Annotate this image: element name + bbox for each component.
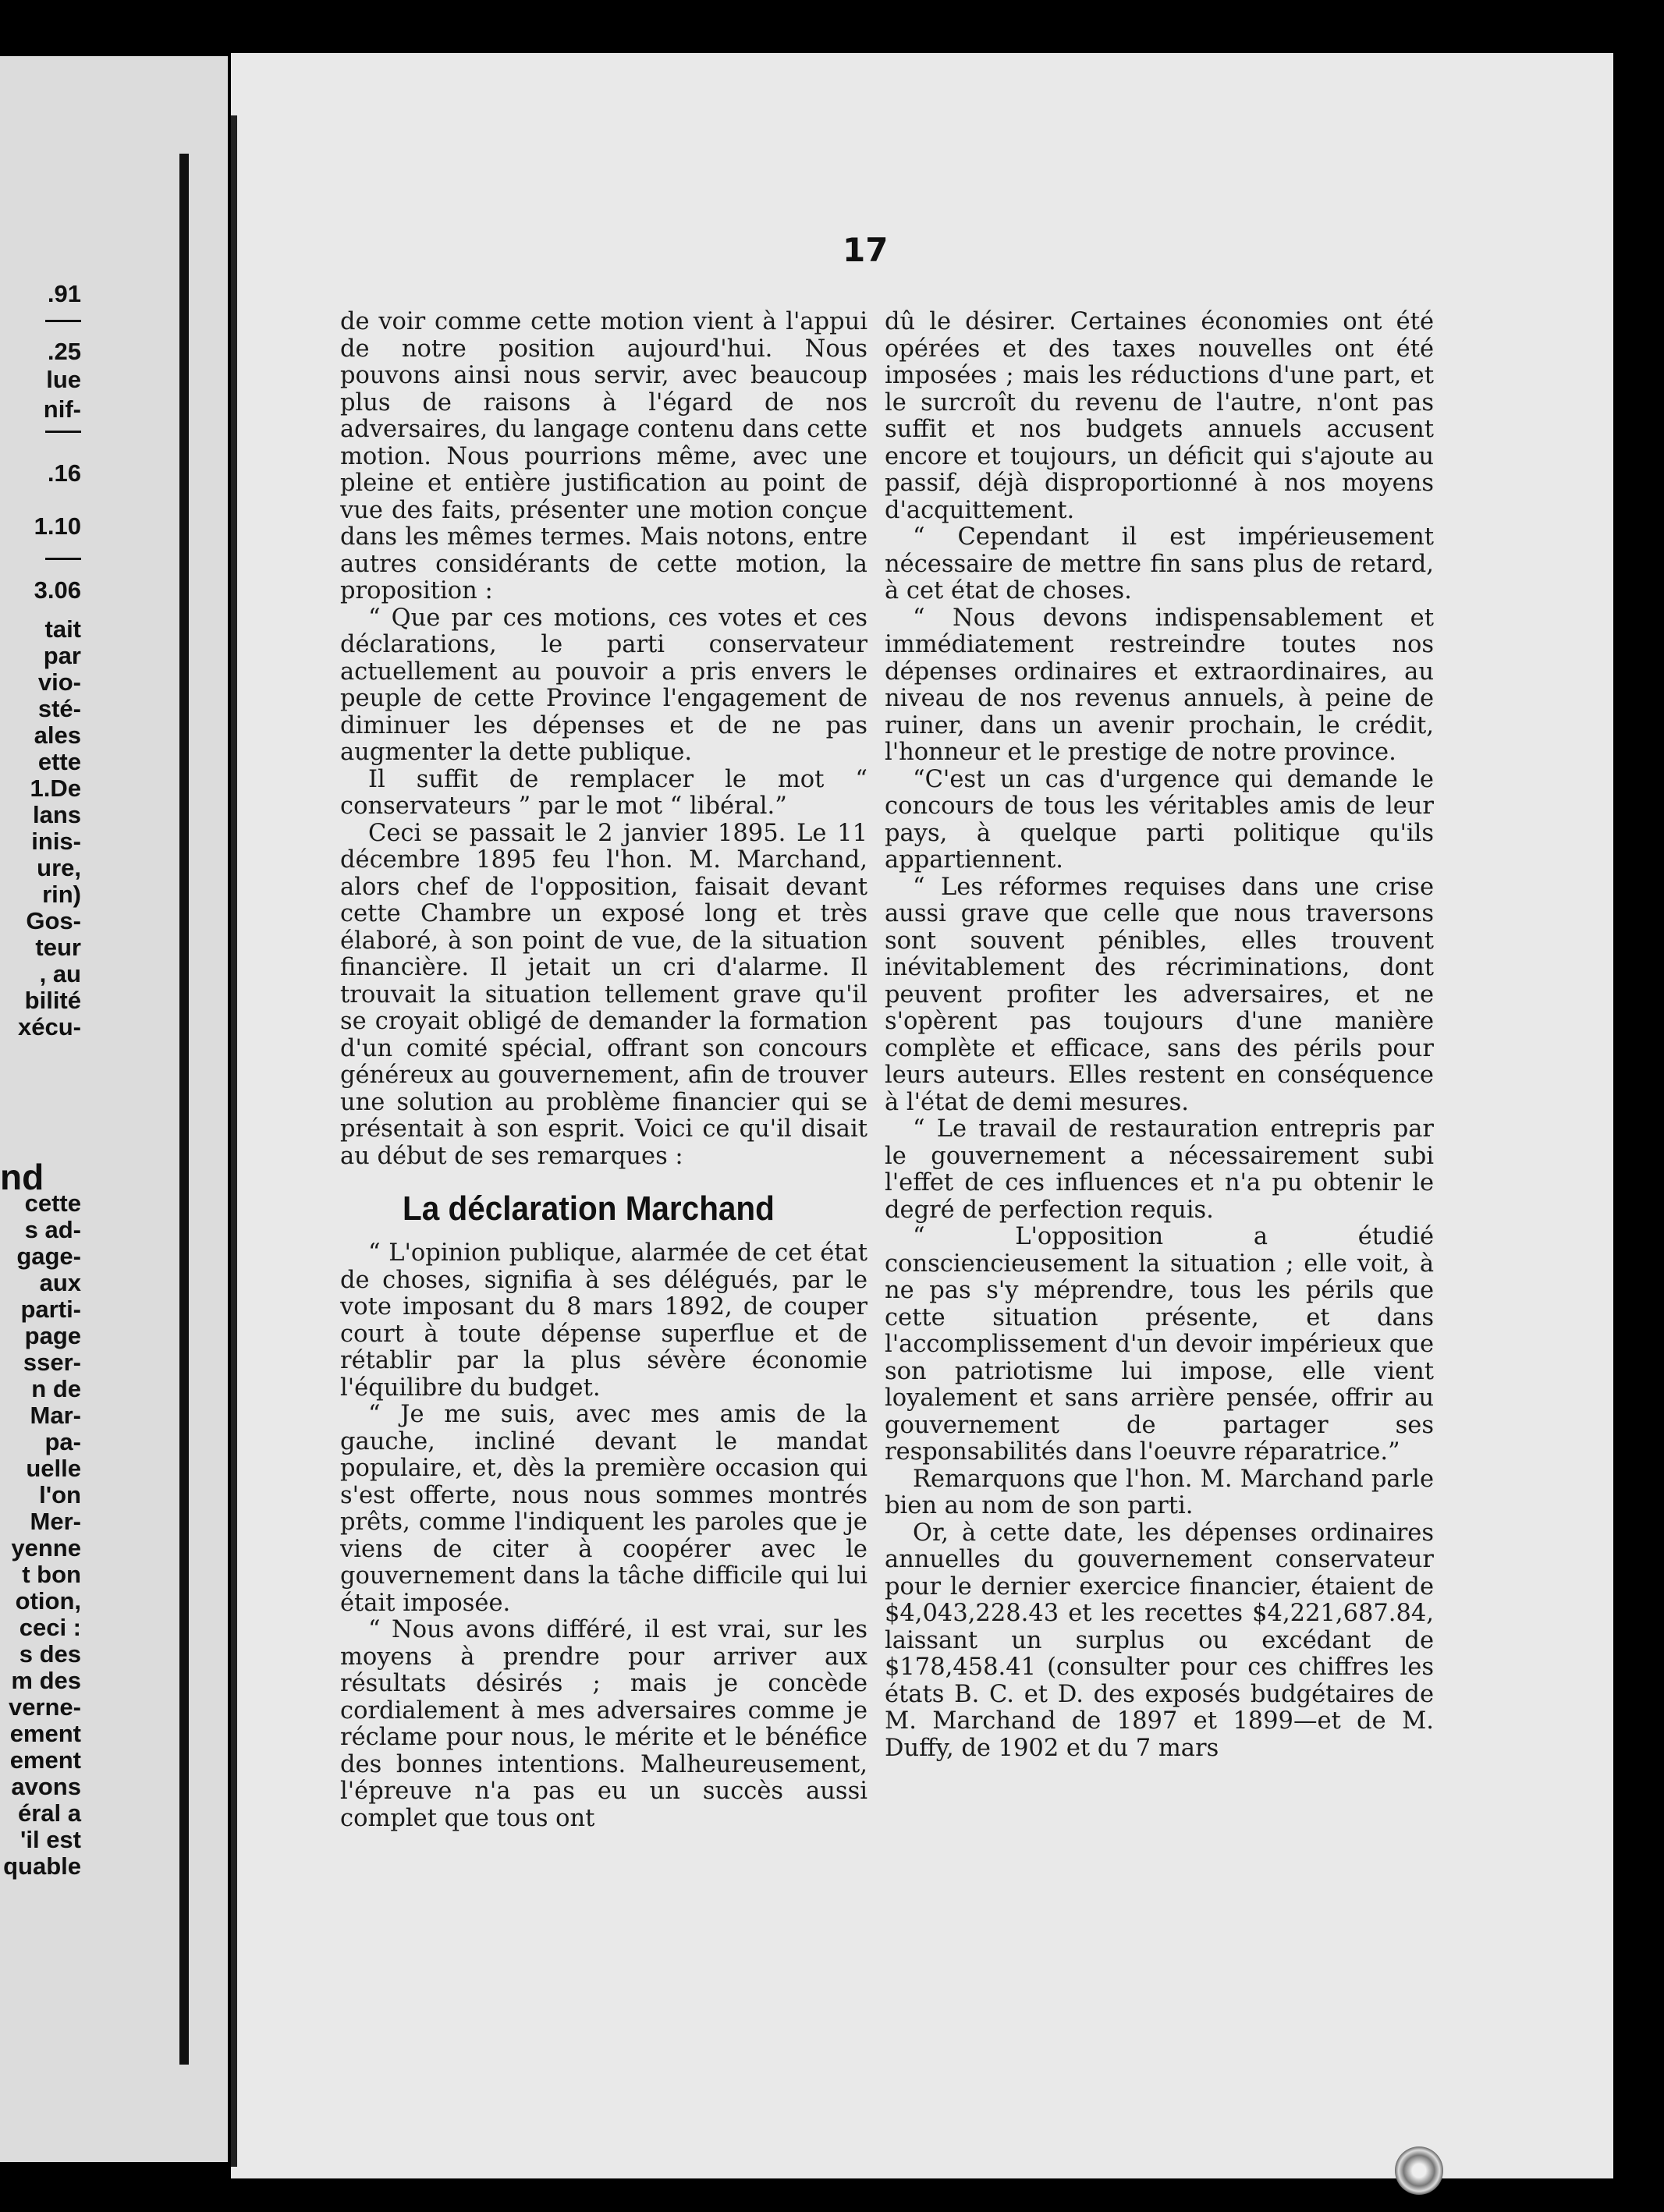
fragment-line: s des bbox=[19, 1640, 81, 1668]
fragment-line: avons bbox=[11, 1773, 81, 1800]
fragment-line: ceci : bbox=[19, 1614, 81, 1641]
fragment-line: teur bbox=[35, 934, 81, 961]
fragment-line: s ad- bbox=[24, 1216, 81, 1243]
binding-edge bbox=[179, 154, 189, 2065]
fragment-line: 3.06 bbox=[34, 576, 81, 604]
paragraph: de voir comme cette motion vient à l'appui de notre position aujourd'hui. Nous pouvons ainsi nous servir, avec beaucoup plus de raisons à l'égard de nos adversaires, du langage contenu dans cette motion. Nous pourrions même, avec une pleine et entière justification au point de vue des faits, présenter une motion conçue dans les mêmes termes. Mais notons, entre autres considérants de cette motion, la proposition : bbox=[340, 308, 867, 604]
fragment-line: m des bbox=[11, 1667, 81, 1694]
fragment-line: .16 bbox=[47, 459, 81, 487]
fragment-line: gage- bbox=[16, 1242, 81, 1270]
fragment-line: tait bbox=[44, 615, 81, 643]
fragment-rule bbox=[45, 431, 81, 433]
paragraph: “ Cependant il est impérieusement nécessaire de mettre fin sans plus de retard, à cet état de choses. bbox=[885, 523, 1434, 604]
fragment-line: vio- bbox=[37, 668, 81, 696]
section-heading: La déclaration Marchand bbox=[403, 1189, 775, 1228]
fragment-line: éral a bbox=[17, 1799, 81, 1827]
article-column-right bbox=[885, 309, 1434, 1762]
fragment-line: l'on bbox=[39, 1481, 81, 1508]
paragraph: “ Nous avons différé, il est vrai, sur les moyens à prendre pour arriver aux résultats désirés ; mais je concède cordialement à mes adversaires comme je réclame pour nous, le mérite et le bénéfice des bonnes intentions. Malheureusement, l'épreuve n'a pas eu un succès aussi complet que tous ont bbox=[340, 1616, 867, 1832]
fragment-line: , au bbox=[39, 960, 81, 987]
paragraph: “ Je me suis, avec mes amis de la gauche, incliné devant le mandat populaire, et, dès la première occasion qui s'est offerte, nous nous sommes montrés prêts, comme l'indiquent les paroles que je viens de citer à coopérer avec le gouvernement dans la tâche difficile qui lui était imposée. bbox=[340, 1401, 867, 1617]
fragment-line: parti- bbox=[20, 1296, 81, 1323]
fragment-line: lans bbox=[32, 801, 81, 828]
fragment-line: lue bbox=[46, 366, 81, 393]
fragment-line: xécu- bbox=[18, 1013, 81, 1040]
left-page-fragment bbox=[0, 56, 228, 2162]
fragment-line: .91 bbox=[47, 280, 81, 307]
fragment-line: sté- bbox=[37, 695, 81, 722]
paragraph: Remarquons que l'hon. M. Marchand parle bien au nom de son parti. bbox=[885, 1465, 1434, 1519]
fragment-line: aux bbox=[39, 1269, 81, 1296]
fragment-line: inis- bbox=[31, 828, 81, 855]
fragment-line: n de bbox=[31, 1375, 81, 1402]
page-edge bbox=[231, 115, 237, 2167]
fragment-line: otion, bbox=[15, 1587, 81, 1615]
paragraph: dû le désirer. Certaines économies ont été opérées et des taxes nouvelles ont été imposées ; mais les réductions d'une part, et le surcroît du revenu de l'autre, n'ont pas suffit et nos budgets annuels accusent encore et toujours, un déficit qui s'ajoute au passif, déjà disproportionné à nos moyens d'acquittement. bbox=[885, 308, 1434, 524]
paragraph: “ L'opinion publique, alarmée de cet état de choses, signifia à ses délégués, par le vote imposant du 8 mars 1892, de couper court à toute dépense superflue et de rétablir par la plus sévère économie l'équilibre du budget. bbox=[340, 1239, 867, 1402]
fragment-line: Mar- bbox=[30, 1402, 81, 1429]
microfilm-seal-icon bbox=[1395, 2146, 1443, 2195]
fragment-line: ement bbox=[9, 1720, 81, 1747]
paragraph: “ Les réformes requises dans une crise aussi grave que celle que nous traversons sont souvent pénibles, elles trouvent inévitablement des récriminations, dont peuvent profiter les adversaires, et ne s'opèrent pas toujours d'une manière complète et efficace, sans des périls pour leurs auteurs. Elles restent en conséquence à l'état de demi mesures. bbox=[885, 873, 1434, 1116]
paragraph: Or, à cette date, les dépenses ordinaires annuelles du gouvernement conservateur pour le dernier exercice financier, étaient de $4,043,228.43 et les recettes $4,221,687.84, laissant un surplus ou excédant de $178,458.41 (consulter pour ces chiffres les états B. C. et D. des exposés budgétaires de M. Marchand de 1897 et 1899—et de M. Duffy, de 1902 et du 7 mars bbox=[885, 1519, 1434, 1762]
paragraph: “ Le travail de restauration entrepris par le gouvernement a nécessairement subi l'effet de ces influences et n'a pu obtenir le degré de perfection requis. bbox=[885, 1115, 1434, 1224]
fragment-heading: nd bbox=[0, 1157, 44, 1197]
fragment-line: sser- bbox=[23, 1349, 81, 1376]
paragraph: Il suffit de remplacer le mot “ conservateurs ” par le mot “ libéral.” bbox=[340, 765, 867, 820]
fragment-line: ement bbox=[9, 1746, 81, 1774]
fragment-rule bbox=[45, 320, 81, 322]
fragment-line: page bbox=[24, 1322, 81, 1349]
paragraph: Ceci se passait le 2 janvier 1895. Le 11 décembre 1895 feu l'hon. M. Marchand, alors chef de l'opposition, faisait devant cette Chambre un exposé long et très élaboré, à son point de vue, de la situation financière. Il jetait un cri d'alarme. Il trouvait la situation tellement grave qu'il se croyait obligé de demander la formation d'un comité spécial, offrant son concours généreux au gouvernement, afin de trouver une solution au problème financier qui se présentait à son esprit. Voici ce qu'il disait au début de ses remarques : bbox=[340, 819, 867, 1170]
fragment-line: t bon bbox=[22, 1561, 81, 1588]
fragment-line: cette bbox=[24, 1189, 81, 1217]
fragment-line: nif- bbox=[43, 395, 81, 423]
fragment-line: .25 bbox=[47, 338, 81, 365]
paragraph: “ Nous devons indispensablement et immédiatement restreindre toutes nos dépenses ordinaires et extraordinaires, au niveau de nos revenus annuels, à peine de ruiner, dans un avenir prochain, le crédit, l'honneur et le prestige de notre province. bbox=[885, 604, 1434, 766]
fragment-line: bilité bbox=[24, 987, 81, 1014]
page-number: 17 bbox=[843, 231, 889, 269]
fragment-line: quable bbox=[3, 1852, 81, 1880]
fragment-line: ette bbox=[37, 748, 81, 775]
fragment-line: Gos- bbox=[26, 907, 81, 934]
fragment-line: Mer- bbox=[30, 1508, 81, 1535]
fragment-line: 1.De bbox=[30, 775, 81, 802]
fragment-line: pa- bbox=[44, 1428, 81, 1455]
fragment-line: par bbox=[43, 642, 81, 669]
fragment-line: yenne bbox=[11, 1534, 81, 1562]
article-column-left bbox=[340, 309, 867, 1832]
paragraph: “ Que par ces motions, ces votes et ces déclarations, le parti conservateur actuellement au pouvoir a pris envers le peuple de cette Province l'engagement de diminuer les dépenses et de ne pas augmenter la dette publique. bbox=[340, 604, 867, 766]
fragment-line: uelle bbox=[26, 1455, 81, 1482]
paragraph: “C'est un cas d'urgence qui demande le concours de tous les véritables amis de leur pays, à quelque parti politique qu'ils appartiennent. bbox=[885, 765, 1434, 874]
fragment-line: 1.10 bbox=[34, 512, 81, 540]
fragment-rule bbox=[45, 558, 81, 560]
fragment-line: rin) bbox=[42, 881, 81, 908]
paragraph: “ L'opposition a étudié consciencieusement la situation ; elle voit, à ne pas s'y méprendre, tous les périls que cette situation présente, et dans l'accomplissement d'un devoir impérieux que son patriotisme lui impose, elle vient loyalement et sans arrière pensée, offrir au gouvernement de partager ses responsabilités dans l'oeuvre réparatrice.” bbox=[885, 1223, 1434, 1466]
fragment-line: ure, bbox=[37, 854, 81, 881]
fragment-line: ales bbox=[34, 721, 81, 749]
fragment-line: 'il est bbox=[20, 1826, 81, 1853]
fragment-line: verne- bbox=[8, 1693, 81, 1721]
